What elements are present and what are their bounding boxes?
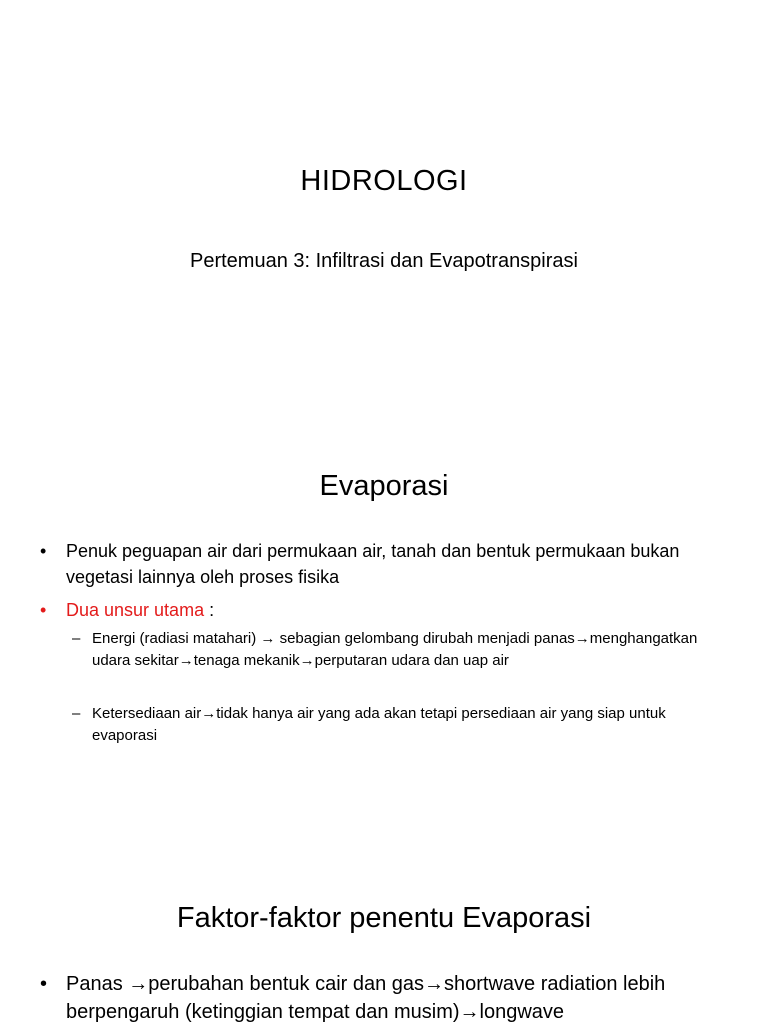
bullet-text: Penuk peguapan air dari permukaan air, tanah dan bentuk permukaan bukan vegetasi lainnya oleh proses fisika [66, 541, 680, 587]
slide-faktor [0, 864, 768, 1024]
bullet-item [40, 970, 740, 1024]
bullet-marker: • [40, 600, 47, 620]
subbullet-text: Energi (radiasi matahari) → sebagian gelombang dirubah menjadi panas→menghangatkan udara sekitar→tenaga mekanik→perputaran udara dan uap air [92, 630, 698, 669]
bullet-item [40, 597, 740, 623]
subbullet-marker: – [72, 630, 81, 647]
slide-heading: Faktor-faktor penentu Evaporasi [176, 902, 592, 934]
subbullet-marker: – [72, 705, 81, 722]
highlight-text: Dua unsur utama [66, 600, 205, 620]
bullet-marker: • [40, 973, 48, 995]
bullet-text [66, 597, 740, 623]
bullet-text-rest: : [204, 600, 215, 620]
slide-title [0, 0, 768, 432]
slide-heading: Evaporasi [319, 470, 449, 502]
page-title: HIDROLOGI [300, 165, 468, 197]
bullet-text: Panas →perubahan bentuk cair dan gas→shortwave radiation lebih berpengaruh (ketinggian tempat dan musim)→longwave [66, 973, 666, 1023]
subbullet-item [72, 703, 732, 747]
bullet-marker: • [40, 541, 47, 561]
slide-evaporasi [0, 432, 768, 864]
subbullet-text: Ketersediaan air→tidak hanya air yang ada akan tetapi persediaan air yang siap untuk evaporasi [92, 705, 666, 744]
bullet-item [40, 538, 740, 590]
page-subtitle: Pertemuan 3: Infiltrasi dan Evapotranspirasi [190, 250, 578, 272]
subbullet-item [72, 628, 732, 672]
